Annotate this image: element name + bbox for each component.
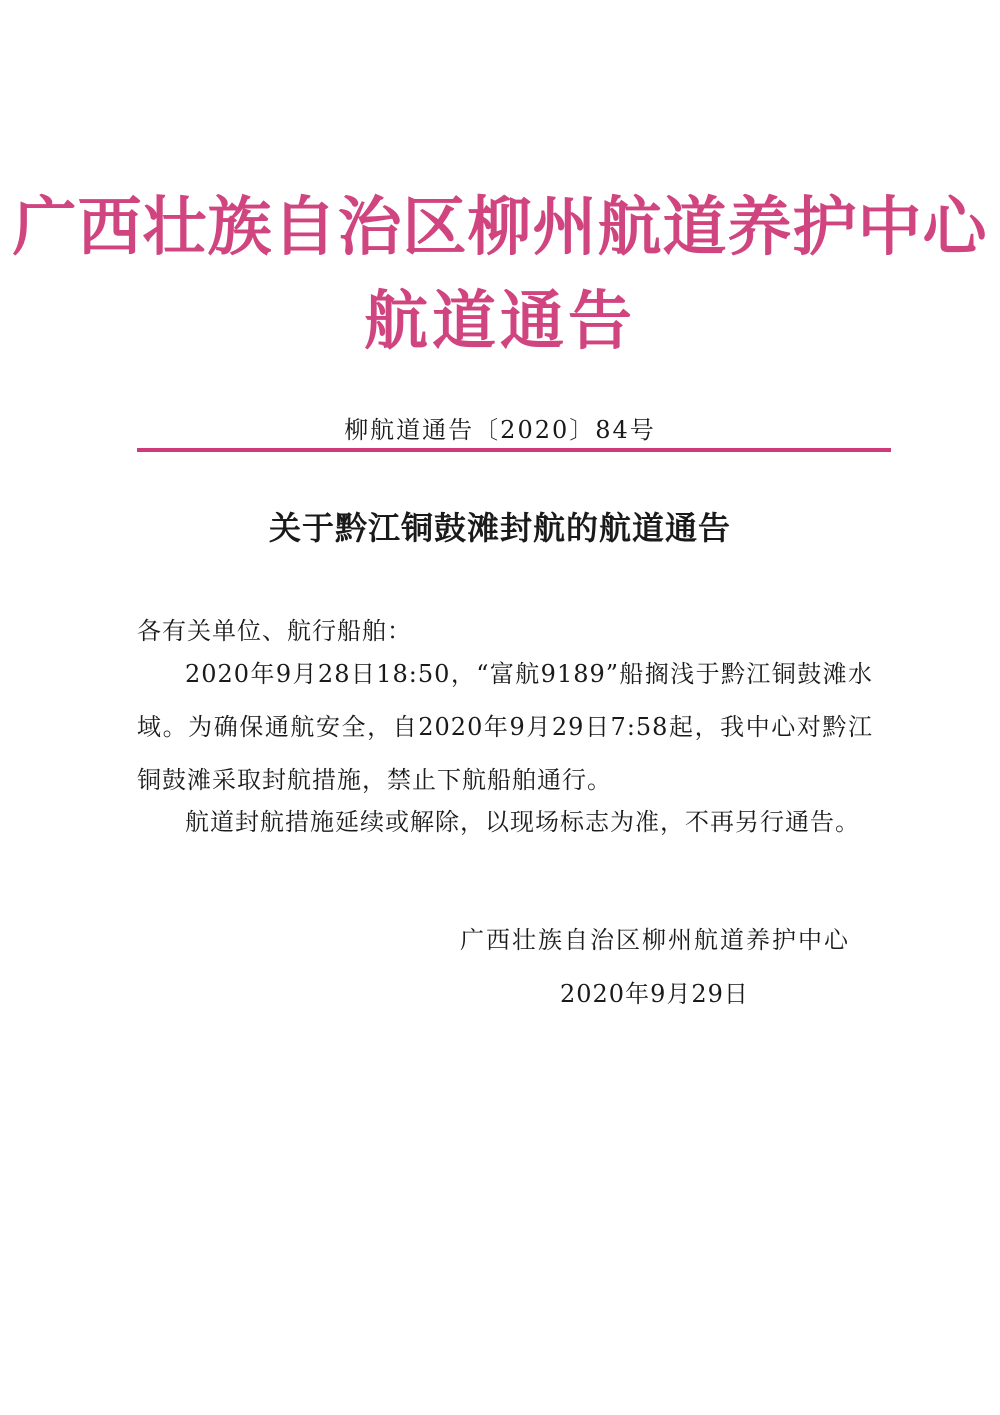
- salutation: 各有关单位、航行船舶：: [137, 617, 412, 645]
- red-divider-line: [137, 448, 891, 452]
- body-paragraph-1: 2020年9月28日18:50，“富航9189”船搁浅于黔江铜鼓滩水域。为确保通航安全，自2020年9月29日7:58起，我中心对黔江铜鼓滩采取封航措施，禁止下航船舶通行。: [137, 660, 873, 794]
- doc-type-header: 航道通告: [364, 285, 636, 359]
- org-name-header: 广西壮族自治区柳州航道养护中心: [12, 191, 988, 265]
- notice-title: 关于黔江铜鼓滩封航的航道通告: [268, 509, 731, 547]
- signature-date: 2020年9月29日: [560, 980, 749, 1008]
- body-paragraph-2: 航道封航措施延续或解除，以现场标志为准，不再另行通告。: [185, 808, 860, 836]
- signature-org: 广西壮族自治区柳州航道养护中心: [460, 926, 850, 954]
- document-number: 柳航道通告〔2020〕84号: [344, 416, 656, 444]
